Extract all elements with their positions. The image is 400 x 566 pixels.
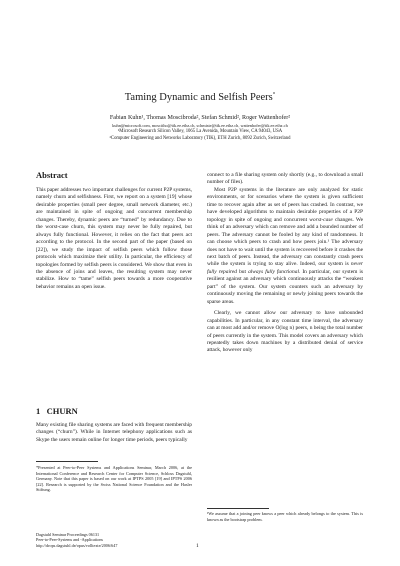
emphasis: worst-case	[309, 216, 333, 223]
imprint-url: http://drops.dagstuhl.de/opus/volltexte/2006/647	[36, 542, 118, 548]
affiliation-1: ¹Microsoft Research Silicon Valley, 1065 La Avenida, Mountain View, CA 94043, USA	[117, 129, 283, 134]
imprint-line: Dagstuhl Seminar Proceedings 06131	[36, 532, 100, 537]
text-run: Most P2P systems in the literature are only analyzed for static environments, or for scenarios where the system is given sufficient time to recover again after as set of peers has crashed. In contrast, we have developed algorithms to maintain desirable properties of a P2P topology in spite of ongoing and concurrent	[207, 186, 363, 223]
abstract-text: This paper addresses two important challenges for current P2P systems, namely churn and selfishness. First, we report on a system [19] whose desirable properties (small peer degree, small network diameter, etc.) are maintained in spite of ongoing and concurrent membership changes. Thereby, dynamic peers are “turned” by redundancy. Due to the worst-case churn, this system may never be fully repaired, but always fully functional. However, it relies on the fact that peers act according to the protocol. In the second part of the paper (based on [22]), we study the impact of selfish peers which follow those protocols which maximize their utility. In particular, the efficiency of topologies formed by selfish peers is considered. We show that even in the absence of joins and leaves, the resulting system may never stabilize. How to “tame” selfish peers towards a more cooperative behavior remains an open issue.	[36, 187, 192, 290]
emphasis: never fully repaired	[207, 261, 363, 275]
abstract-heading: Abstract	[36, 170, 68, 180]
author-emails: kuhn@microsoft.com, moscitho@tik.ee.ethz.ch, schmiste@tik.ee.ethz.ch, wattenhofer@tik.ee.ethz.ch	[112, 123, 288, 128]
text-run: changes. We think of an adversary which can remove and add a bounded number of peers. The adversary cannot be fooled by any kind of randomness. It can choose which peers to crash and how peers join.¹ The adversary does not have to wait until the system is recovered before it crashes the next batch of peers. Instead, the adversary can constantly crash peers while the system is trying to stay alive. Indeed, our system is	[207, 216, 363, 268]
section-1-heading	[36, 406, 78, 416]
emphasis: always fully functional	[248, 268, 299, 275]
paper-title	[0, 92, 400, 103]
imprint	[36, 532, 117, 548]
title-footnote-mark: *	[272, 92, 276, 98]
right-paragraph-1: connect to a file sharing system only shortly (e.g., to download a small number of files).	[207, 172, 363, 186]
title-text: Taming Dynamic and Selfish Peers	[124, 92, 273, 103]
section-number: 1	[36, 406, 41, 416]
text-run: . In particular, our system is resilient against an adversary which continuously attacks the “weakest part” of the system. Our system counters such an adversary by continuously moving the remaining or newly joining peers towards the sparse areas.	[207, 268, 363, 305]
footnote-left: *Presented at Peer-to-Peer Systems and Applications Seminar, March 2006, at the International Conference and Research Center for Computer Science, Schloss Dagstuhl, Germany. Note that this paper is based on our work at IPTPS 2005 [19] and IPTPS 2006 [22]. Research is supported by the Swiss National Science Foundation and the Hasler Stiftung.	[36, 465, 192, 493]
footnote-rule-right	[207, 508, 269, 509]
right-column	[207, 172, 363, 355]
affiliation-2: ²Computer Engineering and Networks Laboratory (TIK), ETH Zurich, 8092 Zurich, Switzerland	[109, 136, 291, 141]
section-title: CHURN	[46, 406, 78, 416]
section-1-body	[36, 422, 192, 444]
abstract-body	[36, 187, 192, 291]
footnote-right: ¹We assume that a joining peer knows a peer which already belongs to the system. This is known as the bootstrap problem.	[207, 511, 363, 522]
imprint-line: Peer-to-Peer-Systems and -Applications	[36, 537, 104, 543]
text-run: but	[237, 268, 249, 275]
page-number: 1	[196, 543, 199, 549]
section-1-paragraph: Many existing file sharing systems are faced with frequent membership changes (“churn”). While in Internet telephony applications such as Skype the users remain online for longer time periods, peers typically	[36, 422, 192, 443]
right-paragraph-3: Clearly, we cannot allow our adversary to have unbounded capabilities. In particular, in any constant time interval, the adversary can at most add and/or remove O(log n) peers, n being the total number of peers currently in the system. This model covers an adversary which repeatedly takes down machines by a distributed denial of service attack, however only	[207, 310, 363, 354]
footnote-rule	[36, 461, 98, 462]
author-list: Fabian Kuhn¹, Thomas Moscibroda², Stefan Schmid², Roger Wattenhofer²	[109, 115, 291, 121]
right-paragraph-2	[207, 187, 363, 306]
